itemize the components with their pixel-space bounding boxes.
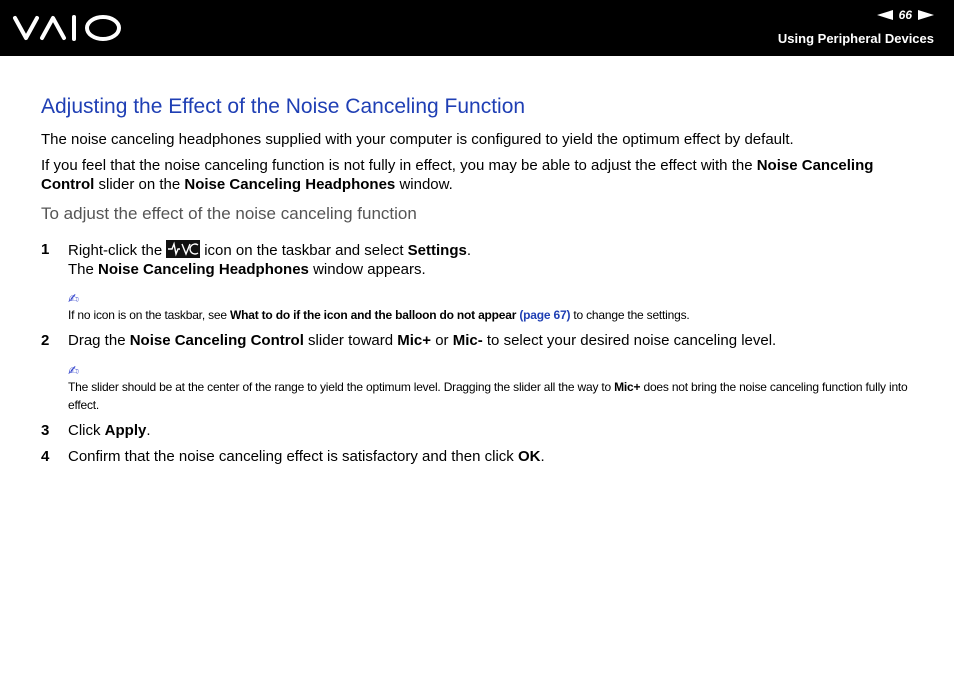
step-text: Click Apply.	[68, 422, 151, 439]
step-text: Right-click the icon on the taskbar and select Settings. The Noise Canceling Headphones window appears.	[68, 242, 472, 278]
intro-paragraph: The noise canceling headphones supplied with your computer is configured to yield the optimum effect by default.	[41, 131, 794, 148]
step-text: Drag the Noise Canceling Control slider toward Mic+ or Mic- to select your desired noise canceling level.	[68, 332, 777, 349]
pencil-note-icon: ✍	[68, 363, 79, 378]
step-number: 2	[41, 332, 50, 349]
page-67-link[interactable]: (page 67)	[519, 308, 571, 322]
section-title: Using Peripheral Devices	[777, 31, 934, 46]
page-title: Adjusting the Effect of the Noise Canceling Function	[41, 95, 526, 118]
prev-page-arrow-icon[interactable]	[877, 10, 893, 20]
procedure-heading: To adjust the effect of the noise canceling function	[41, 204, 417, 223]
step-text: Confirm that the noise canceling effect is satisfactory and then click OK.	[68, 448, 545, 465]
header-bar	[0, 0, 954, 56]
note-1: If no icon is on the taskbar, see What to do if the icon and the balloon do not appear (page 67) to change the settings.	[68, 308, 690, 322]
pager	[877, 7, 934, 23]
adjust-paragraph: If you feel that the noise canceling function is not fully in effect, you may be able to adjust the effect with the Noise Canceling Control slider on the Noise Canceling Headphones window.	[41, 157, 874, 193]
noise-canceling-tray-icon	[166, 240, 200, 258]
vaio-logo	[12, 12, 124, 44]
step-number: 1	[41, 241, 50, 258]
step-number: 4	[41, 448, 50, 465]
page-number: 66	[898, 8, 912, 22]
next-page-arrow-icon[interactable]	[918, 10, 934, 20]
note-2: The slider should be at the center of the range to yield the optimum level. Dragging the slider all the way to Mic+ does not bring the noise canceling function fully into effect.	[68, 380, 908, 412]
step-number: 3	[41, 422, 50, 439]
pencil-note-icon: ✍	[68, 291, 79, 306]
